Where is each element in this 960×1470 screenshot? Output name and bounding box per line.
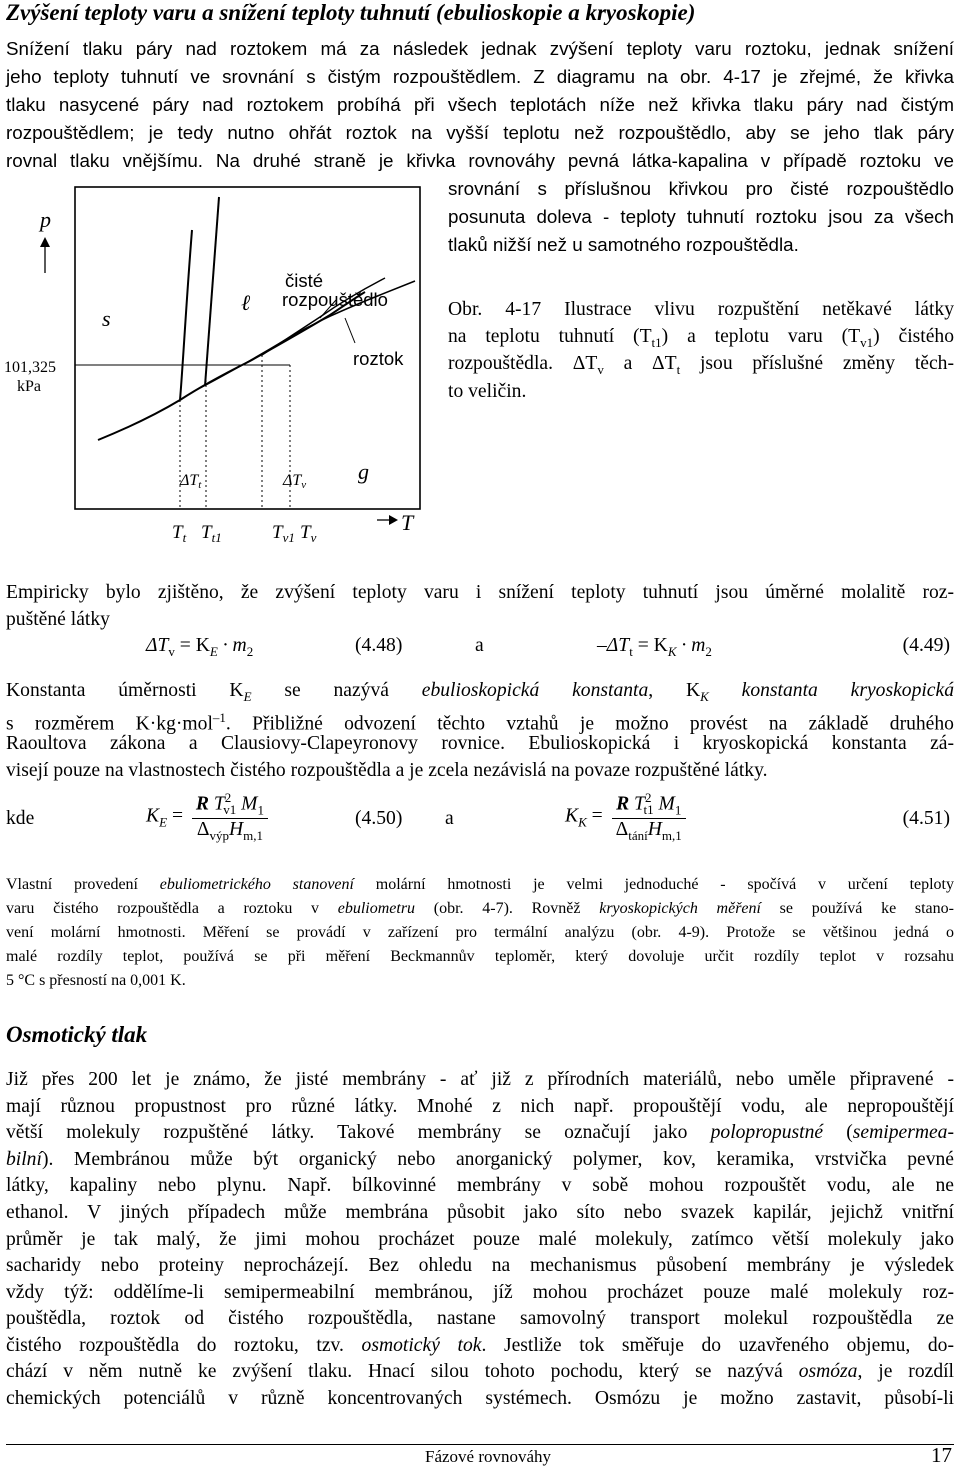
text-line: jeho teploty tuhnutí ve srovnání s čistým rozpouštědlem. Z diagramu na obr. 4-17 je zřejmé, že křivka: [6, 66, 954, 87]
caption-line: na teplotu tuhnutí $(T_{t1})$ a teplotu varu $(T_{v1})$ čistého: [448, 326, 955, 350]
text-line: Snížení tlaku páry nad roztokem má za následek jednak zvýšení teploty varu roztoku, jednak snížení: [6, 38, 954, 59]
gas-region-label: g: [358, 459, 369, 484]
text-line: 5 °C s přesností na 0,001 K.: [6, 972, 186, 989]
text-line: rovnal tlaku vnějšímu. Na druhé straně je křivka rovnováhy pevná látka-kapalina v případě roztoku ve: [6, 150, 954, 171]
equation-4-51: $K_K$ = $\frac{R T^2_{t1} M_1}{\Delta_{tání}H_{m,1}}$: [565, 790, 686, 844]
text-line: Vlastní provedení ebuliometrického stanovení molární hmotnosti je velmi jednoduché - spočívá v určení teploty: [6, 876, 955, 893]
conjunction: a: [445, 808, 454, 829]
equation-number: (4.50): [355, 808, 403, 829]
text-line: posunuta doleva - teploty tuhnutí roztoku jsou za všech: [448, 206, 954, 227]
text-line: s rozměrem K·kg·mol$^{-1}$. Přibližné odvození těchto vztahů je možno provést na základě druhého: [6, 710, 954, 735]
caption-line: rozpouštědla. $\Delta T_v$ a $\Delta T_t$ jsou příslušné změny těch-: [448, 353, 954, 377]
liquid-region-label: ℓ: [241, 290, 251, 315]
delta-Tt-label: ΔTt: [180, 472, 202, 491]
phase-diagram: [0, 175, 440, 555]
T-arrowhead: [389, 515, 398, 525]
text-line: průměr je tak malý, že jimi mohou procházet pouze malé molekuly, zatímco větší molekuly jako: [6, 1229, 954, 1250]
solid-region-label: s: [102, 306, 111, 331]
kde-label: kde: [6, 808, 35, 829]
solution-label: roztok: [353, 348, 404, 369]
text-line: pouštědla, roztok od čistého rozpouštědla, nastane samovolný transport molekul rozpouštědla ze: [6, 1308, 954, 1329]
text-line: látky, kapaliny nebo plynu. Např. bílkovinné membrány v sobě mohou rozpouštět vodu, ale ne: [6, 1175, 954, 1196]
text-line: malé rozdíly teplot, používá se při měření Beckmannův teploměr, který dovoluje určit rozdíly teplot v rozsahu: [6, 948, 954, 965]
text-line: tlaku nasycené páry nad roztokem probíhá při všech teplotách níže než křivka tlaku páry nad čistým: [6, 94, 954, 115]
text-line: puštěné látky: [6, 609, 110, 630]
pure-melting-curve: [205, 197, 219, 386]
text-line: tlaků nižší než u samotného rozpouštědla.: [448, 234, 799, 255]
pressure-value: 101,325: [4, 359, 56, 376]
equation-4-49: $-\Delta T_t = K_K \cdot m_2$: [597, 635, 712, 659]
text-line: vždy týž: oddělíme-li semipermeabilní membránou, jíž mohou procházet pouze malé molekuly roz-: [6, 1282, 954, 1303]
Tv1-label: $T_{v1}$: [272, 522, 295, 545]
text-line: visejí pouze na vlastnostech čistého rozpouštědla a je zcela nezávislá na povaze rozpuštěné látky.: [6, 760, 768, 781]
pure-solvent-label-2: rozpouštědlo: [282, 289, 388, 310]
solution-leader: [345, 318, 355, 343]
T-axis-label: T: [401, 510, 414, 535]
pure-solvent-label-1: čisté: [285, 270, 324, 291]
equation-4-48: $\Delta T_v = K_E \cdot m_2$: [146, 635, 254, 659]
Tt1-label: $T_{t1}$: [201, 522, 222, 545]
equation-number: (4.51): [902, 808, 950, 829]
pressure-unit: kPa: [17, 378, 41, 395]
text-line: Empiricky bylo zjištěno, že zvýšení teploty varu i snížení teploty tuhnutí jsou úměrné molalitě roz-: [6, 582, 954, 603]
equation-4-50: $K_E$ = $\frac{R T^2_{v1} M_1}{\Delta_{výp}H_{m,1}}$: [146, 790, 268, 844]
osmotic-pressure-heading: Osmotický tlak: [6, 1022, 148, 1047]
footer-title: Fázové rovnováhy: [425, 1447, 552, 1466]
text-line: srovnání s příslušnou křivkou pro čisté rozpouštědlo: [448, 178, 954, 199]
delta-Tv-label: ΔTv: [283, 472, 307, 491]
text-line: vení molární hmotnosti. Měření se provádí v zařízení pro termální analýzu (obr. 4-9). Protože se většinou jedná o: [6, 924, 954, 941]
p-arrowhead: [40, 237, 50, 247]
p-label: p: [40, 207, 51, 232]
conjunction: a: [475, 635, 484, 656]
text-line: větší molekuly rozpuštěné látky. Takové membrány se označují jako polopropustné (semipermea-: [6, 1122, 954, 1143]
equation-number: (4.49): [902, 635, 950, 656]
solution-melting-curve: [180, 230, 192, 400]
text-line: chemických potenciálů v různě koncentrovaných systémech. Osmózu je možno zastavit, působí-li: [6, 1388, 954, 1409]
footer-rule: [6, 1444, 954, 1445]
text-line: rozpouštědlem; je tedy nutno ohřát roztok na vyšší teplotu než rozpouštědlo, aby se jeho tlak páry: [6, 122, 954, 143]
text-line: Již přes 200 let je známo, že jisté membrány - ať již z přírodních materiálů, nebo uměle připravené -: [6, 1069, 954, 1090]
text-line: ethanol. V jiných případech může membrána působit jako síto nebo svazek kapilár, jejichž vnitřní: [6, 1202, 954, 1223]
text-line: sacharidy nebo proteiny neprocházejí. Bez ohledu na mechanismus působení membrány je výsledek: [6, 1255, 954, 1276]
text-line: Raoultova zákona a Clausiovy-Clapeyronovy rovnice. Ebulioskopická i kryoskopická konstanta zá-: [6, 733, 954, 754]
section-heading: Zvýšení teploty varu a snížení teploty tuhnutí (ebulioskopie a kryoskopie): [6, 0, 696, 25]
text-line: mají různou propustnost pro různé látky. Mnohé z nich např. propouštějí vodu, ale nepropouštějí: [6, 1096, 954, 1117]
text-line: bilní). Membránou může být organický nebo anorganický polymer, kov, keramika, vrstvička pevné: [6, 1149, 954, 1170]
Tv-label: $T_v$: [300, 522, 317, 545]
page-number: 17: [931, 1443, 952, 1467]
Tt-label: $T_t$: [172, 522, 187, 545]
text-line: varu čistého rozpouštědla a roztoku v ebuliometru (obr. 4-7). Rovněž kryoskopických měření se používá ke stano-: [6, 900, 954, 917]
text-line: čistého rozpouštědla do roztoku, tzv. osmotický tok. Jestliže tok směřuje do uzavřeného objemu, do-: [6, 1335, 954, 1356]
caption-line: Obr. 4-17 Ilustrace vlivu rozpuštění netěkavé látky: [448, 299, 954, 320]
equation-number: (4.48): [355, 635, 403, 656]
caption-line: to veličin.: [448, 381, 527, 402]
text-line: chází v něm nutně ke zvýšení tlaku. Hnací silou tohoto pochodu, který se nazývá osmóza, je rozdíl: [6, 1361, 955, 1382]
text-line: Konstanta úměrnosti $K_E$ se nazývá ebulioskopická konstanta, $K_K$ konstanta kryoskopická: [6, 680, 954, 704]
